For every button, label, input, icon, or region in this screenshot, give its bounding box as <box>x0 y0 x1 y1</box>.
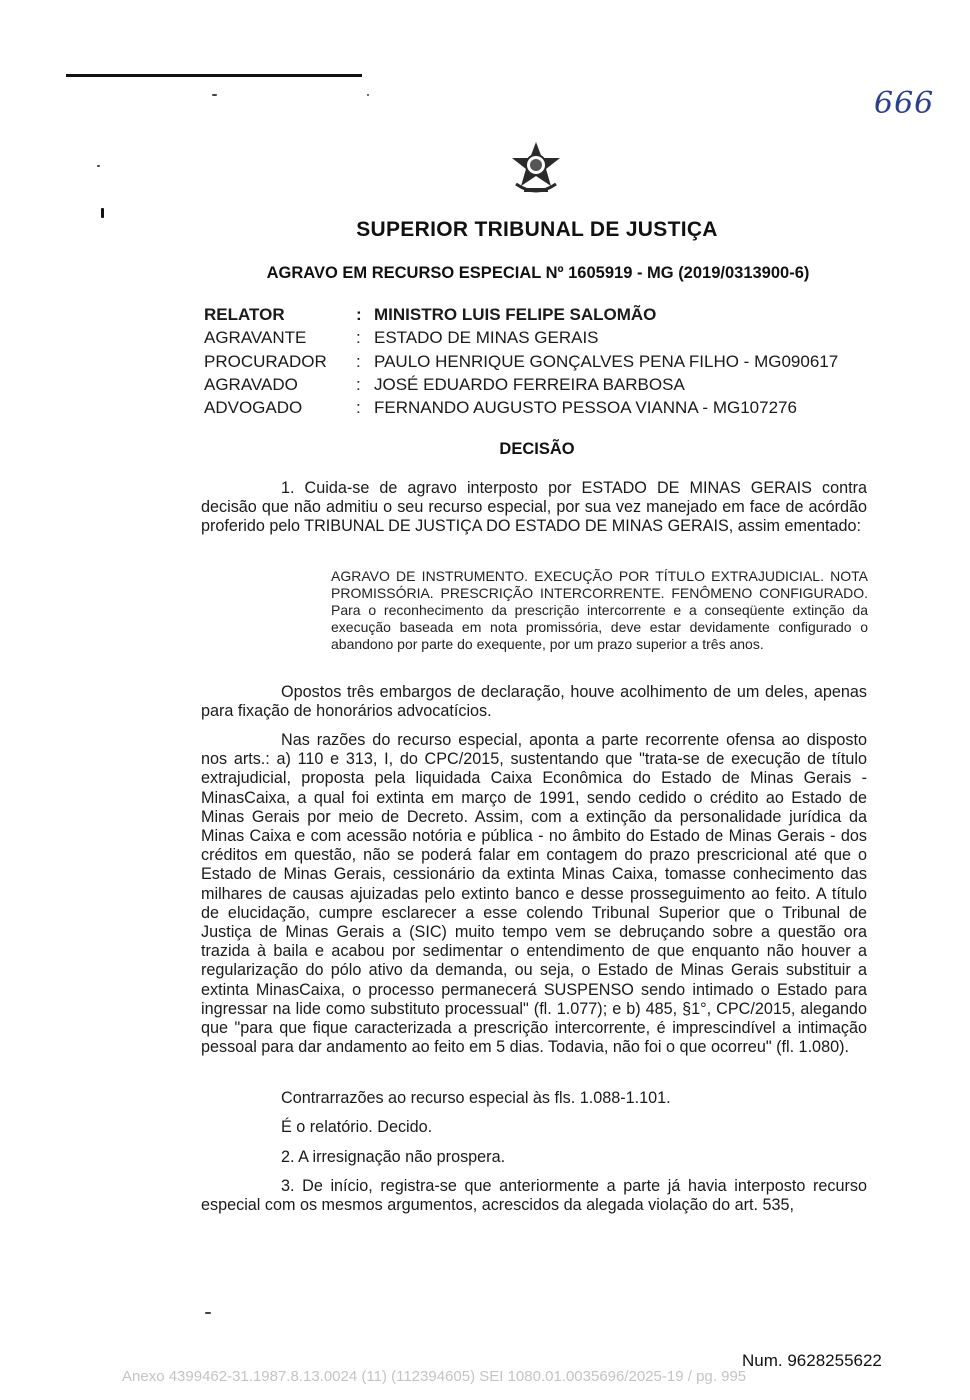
party-name: ESTADO DE MINAS GERAIS <box>374 328 599 348</box>
top-rule <box>66 74 362 77</box>
handwritten-page-number: 666 <box>874 86 935 121</box>
paragraph-text: Opostos três embargos de declaração, houve acolhimento de um deles, apenas para fixação de honorários advocatícios. <box>201 683 867 721</box>
party-row-procurador <box>204 352 884 375</box>
party-separator: : <box>356 305 362 324</box>
party-role: ADVOGADO <box>204 398 303 418</box>
quoted-ementa: AGRAVO DE INSTRUMENTO. EXECUÇÃO POR TÍTULO EXTRAJUDICIAL. NOTA PROMISSÓRIA. PRESCRIÇÃO INTERCORRENTE. FENÔMENO CONFIGURADO. Para o reconhecimento da prescrição intercorrente e a conseqüente extinção da execução baseada em nota promissória, deve estar devidamente configurado o abandono por parte do exequente, por um prazo superior a três anos. <box>331 568 868 652</box>
party-name: JOSÉ EDUARDO FERREIRA BARBOSA <box>374 374 685 394</box>
party-separator: : <box>356 328 361 348</box>
parties-list <box>204 305 884 421</box>
party-role: RELATOR <box>204 305 285 324</box>
paragraph-7 <box>201 1177 867 1215</box>
party-role: AGRAVANTE <box>204 328 307 348</box>
paragraph-text: 3. De início, registra-se que anteriormente a parte já havia interposto recurso especial com os mesmos argumentos, acrescidos da alegada violação do art. 535, <box>201 1177 867 1215</box>
case-title: AGRAVO EM RECURSO ESPECIAL Nº 1605919 - MG (2019/0313900-6) <box>266 264 810 282</box>
coat-of-arms-icon <box>506 140 566 200</box>
scan-speck <box>212 94 217 96</box>
party-name: FERNANDO AUGUSTO PESSOA VIANNA - MG107276 <box>374 398 797 418</box>
paragraph-2 <box>201 683 867 721</box>
party-row-agravante <box>204 328 884 351</box>
scan-speck <box>101 208 104 218</box>
paragraph-5 <box>201 1118 867 1137</box>
party-separator: : <box>356 374 361 394</box>
party-row-agravado <box>204 375 884 398</box>
party-row-advogado <box>204 398 884 421</box>
party-separator: : <box>356 398 361 418</box>
court-name: SUPERIOR TRIBUNAL DE JUSTIÇA <box>356 218 718 241</box>
paragraph-text: 2. A irresignação não prospera. <box>281 1148 506 1166</box>
document-number: Num. 9628255622 <box>742 1351 882 1370</box>
scan-speck <box>97 165 100 167</box>
party-role: PROCURADOR <box>204 351 327 371</box>
paragraph-text: 1. Cuida-se de agravo interposto por ESTADO DE MINAS GERAIS contra decisão que não admitiu o seu recurso especial, por sua vez manejado em face de acórdão proferido pelo TRIBUNAL DE JUSTIÇA DO ESTADO DE MINAS GERAIS, assim ementado: <box>201 479 867 536</box>
party-name: PAULO HENRIQUE GONÇALVES PENA FILHO - MG090617 <box>374 351 839 371</box>
party-role: AGRAVADO <box>204 374 298 394</box>
annex-footer: Anexo 4399462-31.1987.8.13.0024 (11) (112394605) SEI 1080.01.0035696/2025-19 / pg. 995 <box>122 1368 747 1385</box>
party-row-relator <box>204 305 884 328</box>
paragraph-text: É o relatório. Decido. <box>281 1118 433 1136</box>
paragraph-text: Nas razões do recurso especial, aponta a parte recorrente ofensa ao disposto nos arts.: a) 110 e 313, I, do CPC/2015, sustentando que "trata-se de execução de título extrajudicial, proposta pela liquidada Caixa Econômica do Estado de Minas Gerais - MinasCaixa, a qual foi extinta em março de 1991, sendo cedido o crédito ao Estado de Minas Gerais por meio de Decreto. Assim, com a extinção da personalidade jurídica da Minas Caixa e com acessão notória e pública - no âmbito do Estado de Minas Gerais - dos créditos em questão, não se poderá falar em contagem do prazo prescricional até que o Estado de Minas Gerais, cessionário da extinta Minas Caixa, tomasse conhecimento das milhares de causas ajuizadas pelo extinto banco e desse prosseguimento ao feito. A título de elucidação, cumpre esclarecer a esse colendo Tribunal Superior que o Tribunal de Justiça de Minas Gerais a (SIC) muito tempo vem se debruçando sobre a questão ora trazida à baila e acabou por sedimentar o entendimento de que enquanto não houver a regularização do pólo ativo da demanda, ou seja, o Estado de Minas Gerais substituir a extinta MinasCaixa, o processo permanecerá SUSPENSO sendo intimado o Estado para ingressar na lide como substituto processual" (fl. 1.077); e b) 485, §1°, CPC/2015, alegando que "para que fique caracterizada a prescrição intercorrente, é imprescindível a intimação pessoal para dar andamento ao feito em 5 dias. Todavia, não foi o que ocorreu" (fl. 1.080). <box>201 731 867 1057</box>
paragraph-1 <box>201 479 867 537</box>
party-separator: : <box>356 351 361 371</box>
scan-speck <box>205 1312 211 1314</box>
paragraph-text: Contrarrazões ao recurso especial às fls. 1.088-1.101. <box>281 1089 671 1107</box>
decision-heading: DECISÃO <box>499 440 575 458</box>
paragraph-6 <box>201 1148 867 1167</box>
paragraph-3 <box>201 731 867 1057</box>
paragraph-4 <box>201 1089 867 1108</box>
party-name: MINISTRO LUIS FELIPE SALOMÃO <box>374 305 657 324</box>
scan-speck <box>367 94 369 96</box>
